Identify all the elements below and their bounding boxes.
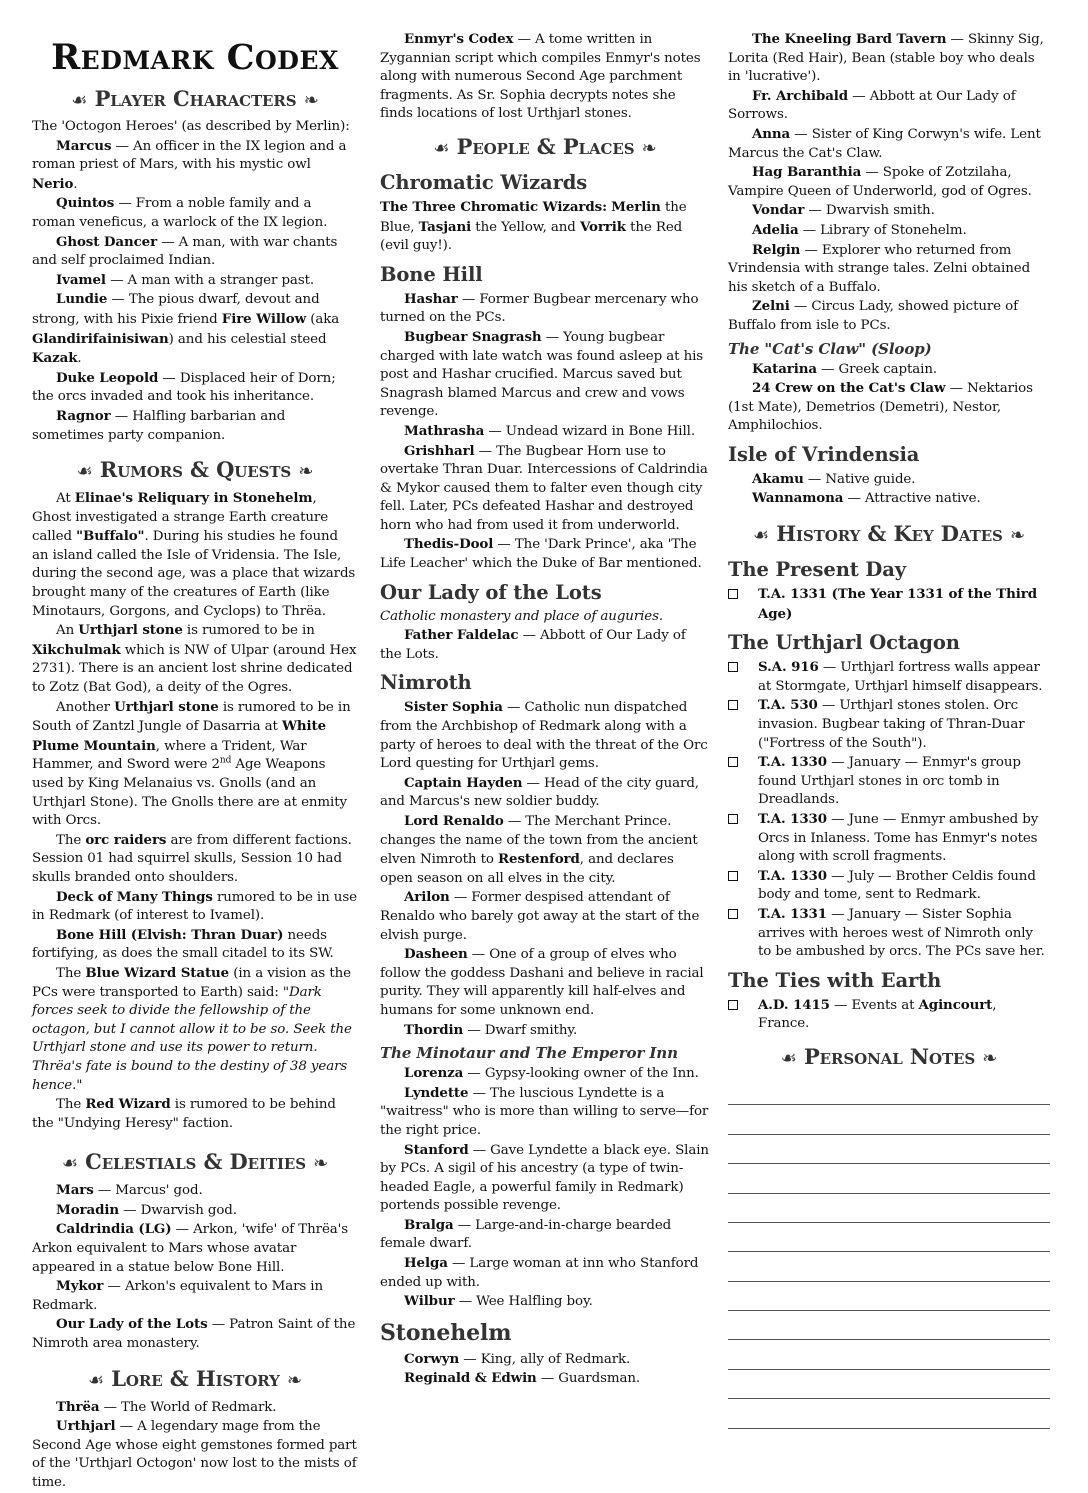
our-lady-entry	[380, 626, 710, 664]
text: The	[56, 1097, 86, 1113]
pc-entry-ivamel	[32, 271, 358, 291]
entry-text: — The 'Dark Prince', aka 'The Life Leacher' which the Duke of Bar mentioned.	[380, 537, 702, 572]
text: is rumored to be in	[182, 623, 315, 639]
rumor-paragraph	[32, 1095, 358, 1133]
note-line[interactable]	[728, 1105, 1050, 1134]
rumor-paragraph	[32, 888, 358, 926]
subheading-urthjarl-octagon: The Urthjarl Octagon	[728, 631, 960, 655]
column-2	[380, 30, 710, 1389]
entry-text: — A tome written in Zygannian script which compiles Enmyr's notes along with numerous Second Age parchment fragments. As Sr. Sophia decrypts notes she finds locations of lost Urthjarl stones.	[380, 32, 701, 122]
entry-text: — Spoke of Zotzilaha, Vampire Queen of Underworld, god of Ogres.	[728, 165, 1032, 199]
intro-text: The 'Octogon Heroes' (as described by Merlin):	[32, 119, 350, 134]
entry-text: — The pious dwarf, devout and strong, with his Pixie friend	[32, 292, 320, 327]
note-line[interactable]	[728, 1164, 1050, 1193]
entry-text: — Gave Lyndette a black eye. Slain by PCs. A sigil of his ancestry (a type of twin-headed Eagle, a powerful family in Redmark) portends possible revenge.	[380, 1142, 709, 1214]
entry-name: Dasheen	[404, 946, 468, 963]
entry-name: Marcus	[56, 137, 112, 154]
entry-name: Arilon	[404, 889, 450, 906]
entry-tail: .	[73, 176, 78, 192]
date-text: T.A. 1330	[758, 754, 827, 771]
entry-name: Sister Sophia	[404, 699, 503, 716]
entry-text: — A legendary mage from the Second Age whose eight gemstones formed part of the 'Urthjarl Octogon' now lost to the mists of time.	[32, 1419, 357, 1490]
list-item	[728, 867, 1050, 905]
entry-bold: Fire Willow	[221, 310, 307, 327]
entry-name: Adelia	[752, 221, 799, 238]
entry-name: Lorenza	[404, 1065, 464, 1082]
entry-name: Helga	[404, 1255, 448, 1272]
bonehill-entry	[380, 535, 710, 573]
entry-name: Captain Hayden	[404, 774, 523, 791]
text: . During his studies he found an island called the Isle of Vridensia. The Isle, during the second age, was a place that wizards brought many of the creatures of Earth (like Minotaurs, Gorgons, and Cyclops) to Thrëa.	[32, 529, 356, 619]
rumor-paragraph	[32, 698, 358, 831]
subheading-chromatic-wizards: Chromatic Wizards	[380, 170, 588, 194]
inn-entry	[380, 1084, 710, 1141]
event-text: — January — Sister Sophia arrives with heroes west of Nimroth only to be ambushed by orcs. The PCs save her.	[758, 906, 1045, 960]
entry-text: the Red (evil guy!).	[380, 219, 683, 254]
section-heading-people-places	[380, 132, 710, 164]
entry-text: , and declares open season on all elves in the city.	[380, 852, 674, 886]
entry-text: — Arkon's equivalent to Mars in Redmark.	[32, 1279, 324, 1313]
text: which is NW of Ulpar (around Hex 2731). There is an ancient lost shrine dedicated to Zotz (Bat God), a deity of the Ogres.	[32, 642, 357, 696]
ornament-left-icon: ☙	[76, 461, 93, 483]
heading-text: Rumors & Quests	[99, 457, 292, 483]
entry-name: Zelni	[752, 298, 790, 315]
date-text: T.A. 530	[758, 697, 818, 714]
entry-text: — King, ally of Redmark.	[459, 1351, 631, 1367]
text: The	[56, 832, 86, 848]
heading-text: Celestials & Deities	[85, 1149, 306, 1175]
text: is rumored to be in South of Zantzl Jungle of Dasarria at	[32, 699, 351, 735]
event-text: — Urthjarl stones stolen. Orc invasion. Bugbear taking of Thran-Duar ("Fortress of the South").	[758, 698, 1025, 751]
date-text: T.A. 1330	[758, 867, 827, 884]
bold-text: Elinae's Reliquary in Stonehelm	[74, 490, 313, 507]
entry-text: — Former Bugbear mercenary who turned on the PCs.	[380, 291, 699, 326]
entry-name: Duke Leopold	[56, 369, 159, 386]
ornament-right-icon: ❧	[313, 1153, 329, 1175]
text: Age Weapons used by King Melanaius vs. Gnolls (and an Urthjarl Stone). The Gnolls there are at enmity with Orcs.	[32, 757, 347, 829]
date-text: T.A. 1330	[758, 811, 827, 827]
note-line[interactable]	[728, 1340, 1050, 1369]
ornament-right-icon: ❧	[303, 90, 319, 111]
entry-name: Quintos	[56, 195, 115, 212]
ornament-right-icon: ❧	[982, 1047, 998, 1069]
entry-name: Corwyn	[404, 1350, 460, 1367]
entry-name: Reginald & Edwin	[404, 1370, 537, 1387]
date-text: S.A. 916	[758, 659, 819, 676]
ornament-right-icon: ❧	[1009, 525, 1025, 547]
entry-name: Enmyr's Codex	[404, 31, 514, 47]
vrindensia-entry	[728, 489, 1050, 509]
entry-text: — Large-and-in-charge bearded female dwarf.	[380, 1217, 672, 1252]
entry-bold: Restenford	[498, 851, 580, 868]
entry-text: — Undead wizard in Bone Hill.	[484, 423, 695, 439]
text: The	[56, 965, 86, 981]
inn-entry	[380, 1216, 710, 1254]
note-line[interactable]	[728, 1194, 1050, 1223]
stonehelm-entry	[728, 30, 1050, 87]
stonehelm-entry	[380, 1350, 710, 1370]
entry-name: Hag Baranthia	[752, 164, 862, 181]
deity-entry	[32, 1277, 358, 1315]
event-text: — June — Enmyr ambushed by Orcs in Inlaness. Tome has Enmyr's notes along with scroll fragments.	[758, 812, 1039, 865]
checkbox-icon	[728, 757, 738, 767]
note-line[interactable]	[728, 1223, 1050, 1252]
column-1	[32, 30, 358, 1493]
entry-name: Akamu	[752, 470, 804, 487]
place-text: Agincourt	[918, 996, 993, 1013]
entry-name: Katarina	[752, 360, 817, 377]
bold-text: Bone Hill (Elvish: Thran Duar)	[56, 926, 284, 943]
event-text: — July — Brother Celdis found body and tome, sent to Redmark.	[758, 868, 1036, 903]
text: is rumored to be behind the "Undying Heresy" faction.	[32, 1097, 336, 1131]
bonehill-entry	[380, 422, 710, 442]
pc-entry-quintos	[32, 194, 358, 232]
entry-name: Wilbur	[404, 1293, 455, 1310]
stonehelm-entry	[728, 241, 1050, 298]
heading-text: People & Places	[456, 133, 635, 159]
subheading-minotaur-inn: The Minotaur and The Emperor Inn	[380, 1044, 678, 1063]
entry-text: — Sister of King Corwyn's wife. Lent Marcus the Cat's Claw.	[728, 126, 1041, 161]
page-title: Redmark Codex	[51, 37, 339, 78]
checkbox-icon	[728, 909, 738, 919]
entry-name: Bugbear Snagrash	[404, 328, 542, 345]
entry-text: — Marcus' god.	[93, 1183, 203, 1199]
entry-bold: Glandirifainisiwan	[32, 330, 169, 347]
bold-text: Blue Wizard Statue	[85, 964, 230, 981]
stonehelm-entry	[728, 201, 1050, 221]
entry-text: (aka	[306, 311, 340, 327]
entry-text: — Catholic nun dispatched from the Archbishop of Redmark along with a party of heroes to deal with the threat of the Orc Lord questing for Urthjarl gems.	[380, 700, 708, 772]
note-line[interactable]	[728, 1076, 1050, 1105]
checkbox-icon	[728, 871, 738, 881]
note-line[interactable]	[728, 1311, 1050, 1340]
deity-entry	[32, 1220, 358, 1277]
inn-entry	[380, 1292, 710, 1312]
entry-text: ) and his celestial steed	[168, 331, 327, 347]
bonehill-entry	[380, 290, 710, 328]
text: Another	[56, 699, 115, 715]
text: At	[56, 491, 75, 507]
nimroth-entry	[380, 698, 710, 773]
entry-text: — Dwarvish god.	[118, 1202, 237, 1218]
stonehelm-entry	[728, 297, 1050, 335]
inn-entry	[380, 1141, 710, 1216]
ornament-left-icon: ☙	[71, 90, 88, 111]
section-heading-rumors	[32, 455, 358, 487]
quote-text: "Dark forces seek to divide the fellowship of the octagon, but I cannot allow it to be so. Seek the Urthjarl stone and use its power to return. Thrëa's fate is bound to the destiny of 38 years hence."	[32, 984, 352, 1093]
entry-text: — Wee Halfling boy.	[454, 1294, 593, 1310]
stonehelm-entry	[728, 221, 1050, 241]
entry-name: Merlin	[611, 198, 661, 215]
note-line[interactable]	[728, 1282, 1050, 1311]
entry-text: — Patron Saint of the Nimroth area monastery.	[32, 1317, 356, 1352]
list-item	[728, 996, 1050, 1034]
event-text: — Urthjarl fortress walls appear at Stormgate, Urthjarl himself disappears.	[758, 660, 1043, 694]
nimroth-entry	[380, 888, 710, 945]
checkbox-icon	[728, 662, 738, 672]
entry-text: — Arkon, 'wife' of Thrëa's Arkon equivalent to Mars whose avatar appeared in a statue below Bone Hill.	[32, 1222, 349, 1275]
note-line[interactable]	[728, 1399, 1050, 1428]
earth-list	[728, 996, 1050, 1034]
entry-name: Lundie	[56, 291, 108, 308]
stonehelm-entry	[728, 163, 1050, 201]
text: , where a Trident, War Hammer, and Sword were 2	[32, 738, 307, 773]
entry-text: — Gypsy-looking owner of the Inn.	[463, 1066, 699, 1082]
subheading-vrindensia: Isle of Vrindensia	[728, 442, 920, 466]
entry-text: — Abbott of Our Lady of the Lots.	[380, 628, 686, 662]
note-line[interactable]	[728, 1135, 1050, 1164]
stonehelm-entry	[380, 1369, 710, 1389]
ornament-left-icon: ☙	[780, 1047, 797, 1069]
entry-text: — A man with a stranger past.	[105, 272, 315, 288]
stonehelm-entry	[728, 125, 1050, 163]
lore-entry	[32, 1417, 358, 1492]
list-item	[728, 658, 1050, 696]
cats-claw-entry	[728, 379, 1050, 436]
cats-claw-entry	[728, 360, 1050, 380]
entry-text: — Library of Stonehelm.	[798, 222, 967, 238]
entry-text: — Dwarf smithy.	[463, 1022, 578, 1038]
entry-name: Ivamel	[56, 271, 106, 288]
note-line[interactable]	[728, 1252, 1050, 1281]
entry-text: the Yellow, and	[471, 219, 580, 235]
entry-text: — Guardsman.	[536, 1371, 641, 1387]
heading-text: Lore & History	[111, 1365, 280, 1391]
rumor-paragraph	[32, 926, 358, 964]
entry-name: Relgin	[752, 241, 801, 258]
entry-text: — Greek captain.	[816, 361, 938, 377]
deity-entry	[32, 1315, 358, 1353]
entry-name: Moradin	[56, 1201, 119, 1218]
text: (in a vision as the PCs were transported to Earth) said:	[32, 965, 351, 1000]
checkbox-icon	[728, 589, 738, 599]
ornament-right-icon: ❧	[641, 137, 657, 159]
entry-name: Stanford	[404, 1141, 469, 1158]
entry-text: — Circus Lady, showed picture of Buffalo from isle to PCs.	[728, 299, 1018, 333]
section-heading-history	[728, 519, 1050, 551]
entry-name: Lyndette	[404, 1084, 469, 1101]
date-text: T.A. 1331	[758, 905, 827, 922]
rumor-paragraph	[32, 489, 358, 621]
entry-text: — Displaced heir of Dorn; the orcs invaded and took his inheritance.	[32, 370, 336, 405]
ornament-right-icon: ❧	[298, 461, 314, 483]
entry-name: 24 Crew on the Cat's Claw	[752, 380, 946, 397]
entry-text: — Halfling barbarian and sometimes party companion.	[32, 408, 286, 443]
text: rumored to be in use in Redmark (of interest to Ivamel).	[32, 889, 357, 924]
list-item	[728, 810, 1050, 867]
nimroth-entry	[380, 812, 710, 888]
entry-name: Father Faldelac	[404, 627, 519, 644]
subheading-present-day: The Present Day	[728, 558, 906, 582]
date-text: A.D. 1415	[758, 996, 830, 1013]
rumor-paragraph	[32, 621, 358, 697]
entry-text: — Skinny Sig, Lorita (Red Hair), Bean (stable boy who deals in 'lucrative').	[728, 32, 1044, 85]
subheading-bone-hill: Bone Hill	[380, 262, 483, 286]
entry-name: The Kneeling Bard Tavern	[752, 31, 947, 47]
rumor-paragraph	[32, 964, 358, 1095]
entry-name: Mathrasha	[404, 422, 485, 439]
entry-name: Anna	[752, 125, 791, 142]
heading-text: History & Key Dates	[776, 521, 1003, 547]
entry-text: — The Merchant Prince. changes the name of the town from the ancient elven Nimroth to	[380, 814, 698, 868]
stonehelm-entry	[728, 87, 1050, 125]
list-item	[728, 905, 1050, 962]
text: are from different factions. Session 01 had squirrel skulls, Session 10 had skulls branded onto shoulders.	[32, 832, 352, 885]
entry-text: — Attractive native.	[843, 491, 981, 507]
checkbox-icon	[728, 814, 738, 824]
entry-extra: Nerio	[32, 175, 74, 192]
entry-text: — Former despised attendant of Renaldo who barely got away at the start of the elvish purge.	[380, 890, 700, 943]
ornament-left-icon: ☙	[87, 1369, 105, 1391]
nimroth-entry	[380, 1021, 710, 1041]
deity-entry	[32, 1181, 358, 1201]
bold-text: Deck of Many Things	[56, 888, 213, 905]
entry-text: — Large woman at inn who Stanford ended up with.	[380, 1256, 699, 1290]
entry-text: the Blue,	[380, 199, 687, 235]
subheading-cats-claw: The "Cat's Claw" (Sloop)	[728, 339, 932, 358]
personal-notes-area[interactable]	[728, 1076, 1050, 1429]
subheading-ties-with-earth: The Ties with Earth	[728, 968, 942, 992]
lore-entry	[32, 1398, 358, 1418]
entry-text: — The Bugbear Horn use to overtake Thran Duar. Intercessions of Caldrindia & Mykor caused them to falter even though city fell. Later, PCs defeated Hashar and destroyed horn who had from used it from underworld.	[380, 443, 708, 533]
entry-name: Vorrik	[579, 218, 626, 235]
entry-text: — The World of Redmark.	[99, 1399, 277, 1415]
text: , Ghost investigated a strange Earth creature called	[32, 491, 329, 545]
present-day-list	[728, 585, 1050, 624]
checkbox-icon	[728, 1000, 738, 1010]
bold-text: "Buffalo"	[76, 528, 145, 545]
octagon-list	[728, 658, 1050, 962]
pc-entry-ragnor	[32, 407, 358, 445]
entry-name: Thrëa	[56, 1398, 100, 1415]
entry-name: Urthjarl	[56, 1418, 116, 1435]
heading-text: Player Characters	[94, 86, 297, 111]
section-heading-personal-notes	[728, 1042, 1050, 1074]
entry-text: — Head of the city guard, and Marcus's new soldier buddy.	[380, 775, 699, 810]
bold-text: White Plume Mountain	[32, 718, 327, 754]
ornament-left-icon: ☙	[433, 137, 450, 159]
inn-entry	[380, 1064, 710, 1084]
subheading-our-lady: Our Lady of the Lots	[380, 580, 602, 604]
entry-text: — Abbott at Our Lady of Sorrows.	[728, 88, 1016, 123]
date-text: T.A. 1331 (The Year 1331 of the Third Age)	[758, 586, 1037, 622]
nimroth-entry	[380, 774, 710, 812]
ornament-right-icon: ❧	[287, 1369, 302, 1391]
text: An	[56, 623, 79, 639]
bold-text: Urthjarl stone	[78, 622, 183, 639]
entry-text: — The luscious Lyndette is a "waitress" who is more than willing to serve—for the right price.	[380, 1085, 709, 1138]
entry-text: .	[77, 351, 82, 367]
section-heading-player-characters	[32, 84, 358, 116]
entry-text: — One of a group of elves who follow the goddess Dashani and believe in racial purity. They will apparently kill half-elves and humans for some unknown end.	[380, 947, 704, 1018]
entry-lead: The Three Chromatic Wizards:	[380, 198, 607, 215]
bonehill-entry	[380, 328, 710, 422]
our-lady-description: Catholic monastery and place of auguries.	[380, 608, 664, 624]
entry-name: Ragnor	[56, 407, 111, 424]
entry-text: — From a noble family and a roman veneficus, a warlock of the IX legion.	[32, 196, 328, 230]
entry-text: — Native guide.	[803, 471, 916, 487]
checkbox-icon	[728, 700, 738, 710]
list-item	[728, 753, 1050, 810]
entry-text: — An officer in the IX legion and a roman priest of Mars, with his mystic owl	[32, 138, 347, 173]
entry-name: Thordin	[404, 1021, 464, 1038]
entry-name: Our Lady of the Lots	[56, 1316, 208, 1333]
deity-entry	[32, 1201, 358, 1221]
rumor-paragraph	[32, 831, 358, 888]
entry-text: — Explorer who returned from Vrindensia with strange tales. Zelni obtained his sketch of a Buffalo.	[728, 242, 1031, 295]
ornament-left-icon: ☙	[753, 525, 770, 547]
entry-name: Thedis-Dool	[404, 536, 494, 553]
bonehill-entry	[380, 442, 710, 536]
entry-text: — Dwarvish smith.	[804, 203, 935, 219]
entry-name: Mykor	[56, 1278, 104, 1295]
chromatic-entry	[380, 198, 710, 256]
inn-entry	[380, 1254, 710, 1292]
bold-text: Urthjarl stone	[114, 698, 219, 715]
note-line[interactable]	[728, 1370, 1050, 1399]
event-text: , France.	[758, 997, 997, 1032]
list-item	[728, 585, 1050, 624]
superscript: nd	[219, 755, 232, 766]
subheading-nimroth: Nimroth	[380, 671, 472, 695]
subheading-stonehelm: Stonehelm	[380, 1319, 512, 1346]
entry-text: — Nektarios (1st Mate), Demetrios (Demetri), Nestor, Amphilochios.	[728, 381, 1033, 434]
event-text: — January — Enmyr's group found Urthjarl stones in orc tomb in Dreadlands.	[758, 755, 1021, 808]
nimroth-entry	[380, 945, 710, 1020]
entry-name: Vondar	[752, 202, 805, 219]
bold-text: Red Wizard	[85, 1096, 171, 1113]
pc-entry-marcus	[32, 137, 358, 195]
section-heading-lore	[32, 1364, 358, 1396]
section-heading-celestials	[32, 1147, 358, 1179]
pc-entry-lundie	[32, 290, 358, 368]
pc-entry-ghost-dancer	[32, 233, 358, 271]
event-text: — Events at	[829, 997, 919, 1013]
ornament-left-icon: ☙	[61, 1153, 78, 1175]
entry-name: Ghost Dancer	[56, 233, 158, 250]
entry-text: — Young bugbear charged with late watch was found asleep at his post and Hashar crucified. Marcus saved but Snagrash blamed Marcus and crew and vows revenge.	[380, 329, 704, 420]
pc-entry-duke-leopold	[32, 369, 358, 407]
bold-text: Xikchulmak	[32, 641, 121, 658]
heading-text: Personal Notes	[803, 1043, 976, 1069]
list-item	[728, 696, 1050, 753]
vrindensia-entry	[728, 470, 1050, 490]
entry-name: Mars	[56, 1182, 94, 1199]
entry-name: Wannamona	[752, 490, 844, 507]
text: needs fortifying, as does the small citadel to its SW.	[32, 927, 334, 962]
entry-name: Caldrindia (LG)	[56, 1221, 172, 1238]
entry-text: — A man, with war chants and self proclaimed Indian.	[32, 234, 338, 269]
enmyr-codex-entry	[380, 30, 710, 124]
entry-name: Fr. Archibald	[752, 87, 849, 104]
entry-name: Grishharl	[404, 442, 475, 459]
entry-name: Tasjani	[418, 218, 472, 235]
bold-text: orc raiders	[85, 831, 167, 848]
entry-bold: Kazak	[32, 350, 78, 367]
entry-name: Lord Renaldo	[404, 813, 504, 829]
entry-name: Bralga	[404, 1216, 454, 1233]
entry-name: Hashar	[404, 290, 458, 307]
pc-intro	[32, 118, 358, 137]
column-3	[728, 30, 1050, 1429]
